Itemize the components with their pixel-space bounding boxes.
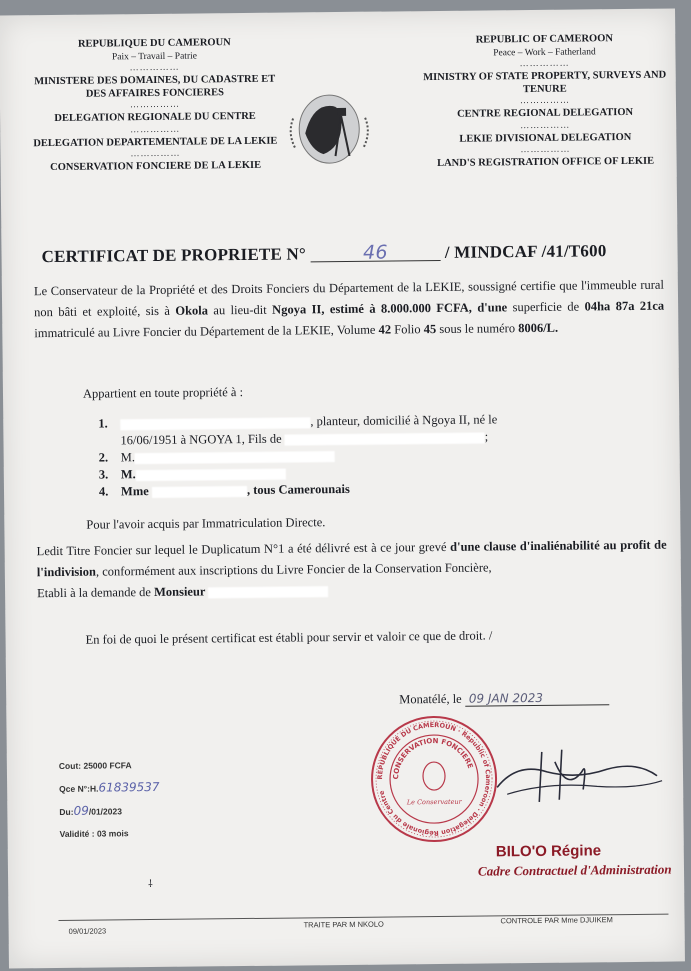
requester: Monsieur — [153, 584, 206, 599]
separator: …………… — [130, 123, 181, 134]
separator: …………… — [520, 143, 571, 155]
office-fr: CONSERVATION FONCIERE DE LA LEKIE — [50, 159, 262, 174]
place-label: Monatélé, le — [399, 691, 462, 707]
text: M. — [120, 450, 135, 465]
text: Folio — [390, 322, 424, 337]
text: au lieu-dit — [207, 302, 273, 318]
signatory-name: BILO'O Régine — [495, 842, 602, 861]
separator: …………… — [520, 119, 571, 130]
text: immatriculé au Livre Foncier du Département de la LEKIE, Volume — [34, 322, 379, 341]
separator: …………… — [129, 61, 180, 73]
stamp-inner-text: CONSERVATION FONCIERE — [391, 736, 475, 780]
regional-fr: DELEGATION REGIONALE DU CENTRE — [54, 110, 256, 124]
certificate-page — [0, 8, 685, 968]
text: superficie de — [507, 299, 585, 315]
folio: 45 — [423, 322, 437, 337]
volume: 42 — [378, 322, 392, 337]
text: Etabli à la demande de — [37, 584, 155, 601]
title-suffix: / MINDCAF /41/T600 — [444, 241, 607, 262]
small-mark-icon: ⸸ — [148, 879, 153, 891]
item-number: 3. — [98, 467, 109, 482]
text: 16/06/1951 à NGOYA 1, Fils de — [120, 431, 282, 448]
separator: …………… — [129, 98, 181, 110]
certificate-number: 46 — [310, 244, 440, 262]
list-item — [99, 479, 498, 500]
area: 04ha 87a 21ca — [584, 298, 665, 314]
stamp-outer-text: REPUBLIQUE DU CAMEROUN · Republic of Cameroon · Delegation Régionale du Centre — [375, 720, 493, 838]
separator: …………… — [130, 147, 181, 159]
receipt-date-line — [59, 799, 160, 823]
date-label: Du: — [59, 806, 74, 817]
office-en: LAND'S REGISTRATION OFFICE OF LEKIE — [437, 155, 655, 169]
acquisition-note: Pour l'avoir acquis par Immatriculation Directe. — [86, 515, 326, 532]
svg-text:CONSERVATION FONCIERE — [392, 737, 475, 780]
receipt-number: 61839537 — [98, 779, 160, 795]
separator: …………… — [519, 94, 570, 106]
cost: Cout: 25000 FCFA — [58, 760, 132, 771]
receipt-label: Qce N°:H. — [59, 783, 99, 794]
ownership-intro: Appartient en toute propriété à : — [82, 385, 244, 401]
owners-list — [98, 411, 498, 500]
official-stamp-icon — [368, 713, 499, 844]
closing-statement: En foi de quoi le présent certificat est établi pour servir et valoir ce que de droit. / — [85, 628, 493, 647]
encumbrance-paragraph — [37, 535, 668, 605]
text: , planteur, domicilié à Ngoya II, né le — [310, 412, 498, 429]
text: ; — [484, 429, 489, 444]
fees-block — [59, 754, 160, 845]
locality: Okola — [175, 303, 209, 318]
redacted-block — [120, 417, 310, 430]
title-prefix: CERTIFICAT DE PROPRIETE N° — [41, 244, 307, 267]
list-item — [98, 411, 497, 449]
text: M. — [120, 467, 136, 482]
header-right — [419, 33, 670, 175]
footer-date: 09/01/2023 — [68, 926, 107, 936]
footer-processed-by: TRAITE PAR M NKOLO — [303, 919, 384, 930]
country-en: REPUBLIC OF CAMEROON — [475, 33, 614, 46]
redacted-block — [285, 432, 485, 445]
redacted-block — [135, 451, 335, 464]
redacted-block — [152, 486, 247, 498]
item-number: 4. — [98, 484, 109, 499]
ministry-en: MINISTRY OF STATE PROPERTY, SURVEYS AND TENURE — [423, 69, 667, 95]
text: sous le numéro — [436, 321, 519, 337]
item-number: 2. — [98, 450, 109, 465]
date-day: 09 — [73, 803, 89, 818]
issue-date: 09 JAN 2023 — [465, 690, 609, 707]
item-text — [120, 411, 497, 449]
clause: d'une clause d'inaliénabilité au profit de l'indivision — [36, 537, 667, 580]
place-date — [399, 690, 609, 707]
title-number: 8006/L. — [518, 320, 559, 336]
header-left — [29, 37, 280, 179]
country-fr: REPUBLIQUE DU CAMEROUN — [77, 37, 231, 50]
text: Mme — [120, 484, 149, 499]
footer-checked-by: CONTROLE PAR Mme DJUIKEM — [500, 915, 613, 926]
item-number: 1. — [98, 416, 108, 431]
motto-fr: Paix – Travail – Patrie — [111, 50, 197, 62]
motto-en: Peace – Work – Fatherland — [493, 46, 596, 58]
signature-icon — [487, 731, 668, 818]
regional-en: CENTRE REGIONAL DELEGATION — [457, 106, 634, 120]
text: Le Conservateur de la Propriété et des Droits Fonciers du Département de la LEKIE, soussigné certifie que l'immeuble rural non bâti et exploité, sis à — [33, 277, 664, 320]
certificate-title — [41, 241, 661, 267]
ministry-emblem-icon — [283, 88, 376, 171]
property-description — [34, 275, 665, 345]
text: , conformément aux inscriptions du Livre Foncier de la Conservation Foncière, — [95, 560, 492, 579]
divisional-en: LEKIE DIVISIONAL DELEGATION — [459, 131, 632, 145]
divisional-fr: DELEGATION DEPARTEMENTALE DE LA LEKIE — [33, 135, 278, 149]
text: Ledit Titre Foncier sur lequel le Duplicatum N°1 a été délivré est à ce jour grevé — [36, 539, 451, 559]
place-value: Ngoya II, estimé à 8.000.000 FCFA, d'une — [272, 300, 508, 317]
ministry-fr: MINISTERE DES DOMAINES, DU CADASTRE ET DES AFFAIRES FONCIERES — [34, 73, 276, 100]
receipt-line — [59, 776, 160, 800]
text: , tous Camerounais — [246, 481, 350, 497]
separator: …………… — [519, 57, 570, 69]
validity: Validité : 03 mois — [59, 828, 129, 839]
redacted-block — [209, 586, 329, 598]
redacted-block — [136, 468, 286, 481]
stamp-center-text: Le Conservateur — [406, 797, 462, 807]
signatory-role: Cadre Contractuel d'Administration — [477, 861, 672, 879]
date-rest: /01/2023 — [88, 806, 122, 817]
